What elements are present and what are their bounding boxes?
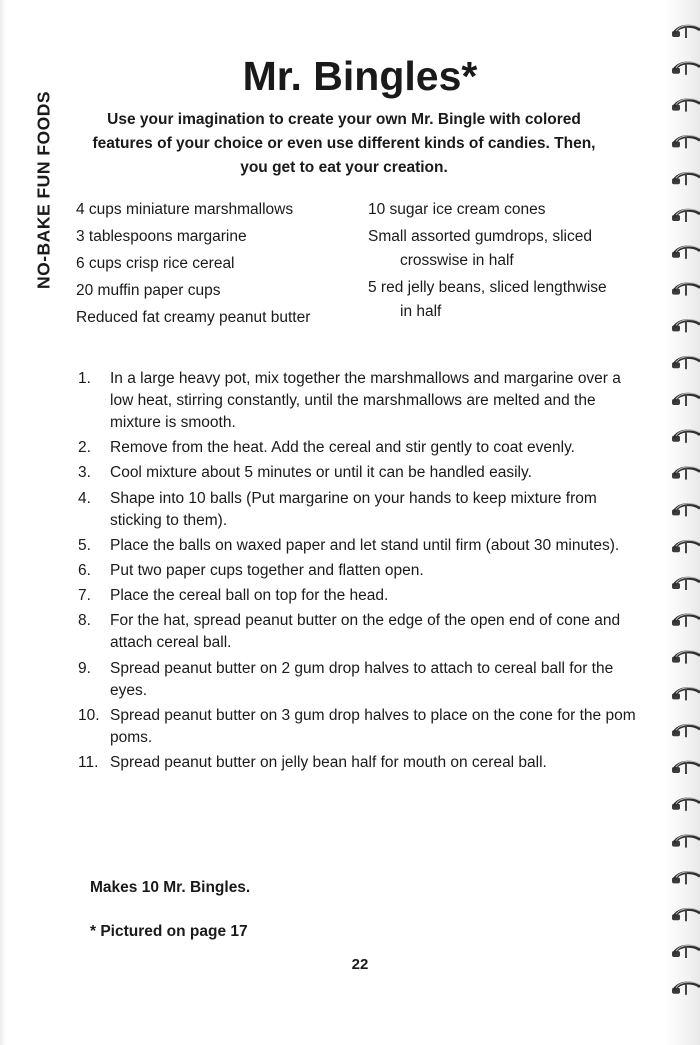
step-item [78, 488, 638, 532]
ingredient-item: 4 cups miniature marshmallows [76, 201, 294, 218]
spiral-coil [672, 908, 700, 921]
spiral-coil [672, 504, 700, 517]
spiral-coils-graphic [664, 0, 700, 1045]
step-item [78, 705, 638, 749]
section-side-label [14, 66, 74, 314]
spiral-coil [672, 356, 700, 369]
spiral-coil [672, 835, 700, 848]
instruction-steps [78, 368, 638, 777]
ingredient-item: 5 red jelly beans, sliced lengthwise in half [368, 279, 607, 320]
step-item [78, 752, 638, 774]
spiral-coil [672, 688, 700, 701]
spiral-coil [672, 467, 700, 480]
spiral-coil [672, 577, 700, 590]
step-text: Cool mixture about 5 minutes or until it can be handled easily. [110, 464, 532, 482]
step-item [78, 368, 638, 434]
step-number: 8. [78, 612, 91, 630]
spiral-coil [672, 62, 700, 75]
spiral-coil [672, 945, 700, 958]
step-text: Spread peanut butter on 3 gum drop halves to place on the cone for the pom poms. [110, 706, 636, 746]
spiral-coil [672, 99, 700, 112]
spiral-coil [672, 982, 700, 995]
step-text: Remove from the heat. Add the cereal and stir gently to coat evenly. [110, 439, 575, 457]
section-side-label-text: NO-BAKE FUN FOODS [33, 90, 54, 290]
step-text: Spread peanut butter on jelly bean half for mouth on cereal ball. [110, 753, 547, 771]
ingredient-item: 6 cups crisp rice cereal [76, 255, 235, 272]
step-number: 7. [78, 587, 91, 605]
ingredient-item: 10 sugar ice cream cones [368, 201, 546, 218]
step-number: 4. [78, 489, 91, 507]
ingredients-left-column [76, 198, 331, 333]
step-text: For the hat, spread peanut butter on the edge of the open end of cone and attach cereal ball. [110, 612, 621, 652]
pictured-note: * Pictured on page 17 [90, 923, 248, 940]
step-number: 5. [78, 536, 91, 554]
ingredient-item: Reduced fat creamy peanut butter [76, 309, 311, 326]
step-text: In a large heavy pot, mix together the marshmallows and margarine over a low heat, stirring constantly, until the marshmallows are melted and the mixture is smooth. [110, 370, 621, 431]
step-number: 2. [78, 439, 91, 457]
spiral-coil [672, 651, 700, 664]
step-item [78, 658, 638, 702]
spiral-coil [672, 209, 700, 222]
step-item [78, 585, 638, 607]
spiral-coil [672, 798, 700, 811]
spiral-coil [672, 430, 700, 443]
spiral-coil [672, 761, 700, 774]
step-item [78, 610, 638, 654]
step-number: 9. [78, 659, 91, 677]
spiral-coil [672, 283, 700, 296]
step-text: Spread peanut butter on 2 gum drop halves to attach to cereal ball for the eyes. [110, 659, 614, 699]
spiral-coil [672, 393, 700, 406]
ingredient-item: Small assorted gumdrops, sliced crosswise in half [368, 228, 592, 269]
step-text: Put two paper cups together and flatten open. [110, 561, 424, 579]
step-text: Place the balls on waxed paper and let stand until firm (about 30 minutes). [110, 536, 620, 554]
step-item [78, 560, 638, 582]
spiral-coil [672, 172, 700, 185]
recipe-intro: Use your imagination to create your own Mr. Bingle with colored features of your choice or even use different kinds of candies. Then, you get to eat your creation. [92, 111, 596, 176]
ingredients-right-column [368, 198, 623, 327]
ingredient-item: 3 tablespoons margarine [76, 228, 247, 245]
step-number: 6. [78, 561, 91, 579]
step-number: 1. [78, 370, 91, 387]
spiral-coil [672, 872, 700, 885]
spiral-binding [664, 0, 700, 1045]
step-number: 11. [78, 753, 99, 771]
spiral-coil [672, 246, 700, 259]
recipe-title: Mr. Bingles* [242, 53, 478, 99]
ingredient-item: 20 muffin paper cups [76, 282, 221, 299]
spiral-coil [672, 136, 700, 149]
step-item [78, 535, 638, 557]
step-item [78, 437, 638, 459]
page-gutter-shadow [0, 0, 6, 1045]
page-number: 22 [351, 956, 369, 973]
step-text: Shape into 10 balls (Put margarine on your hands to keep mixture from sticking to them). [110, 489, 597, 529]
spiral-coil [672, 320, 700, 333]
recipe-yield: Makes 10 Mr. Bingles. [90, 879, 251, 896]
step-number: 3. [78, 464, 91, 482]
spiral-coil [672, 724, 700, 737]
step-text: Place the cereal ball on top for the head. [110, 587, 389, 605]
step-item [78, 462, 638, 484]
spiral-coil [672, 540, 700, 553]
spiral-coil [672, 614, 700, 627]
step-number: 10. [78, 706, 100, 724]
spiral-coil [672, 25, 700, 38]
